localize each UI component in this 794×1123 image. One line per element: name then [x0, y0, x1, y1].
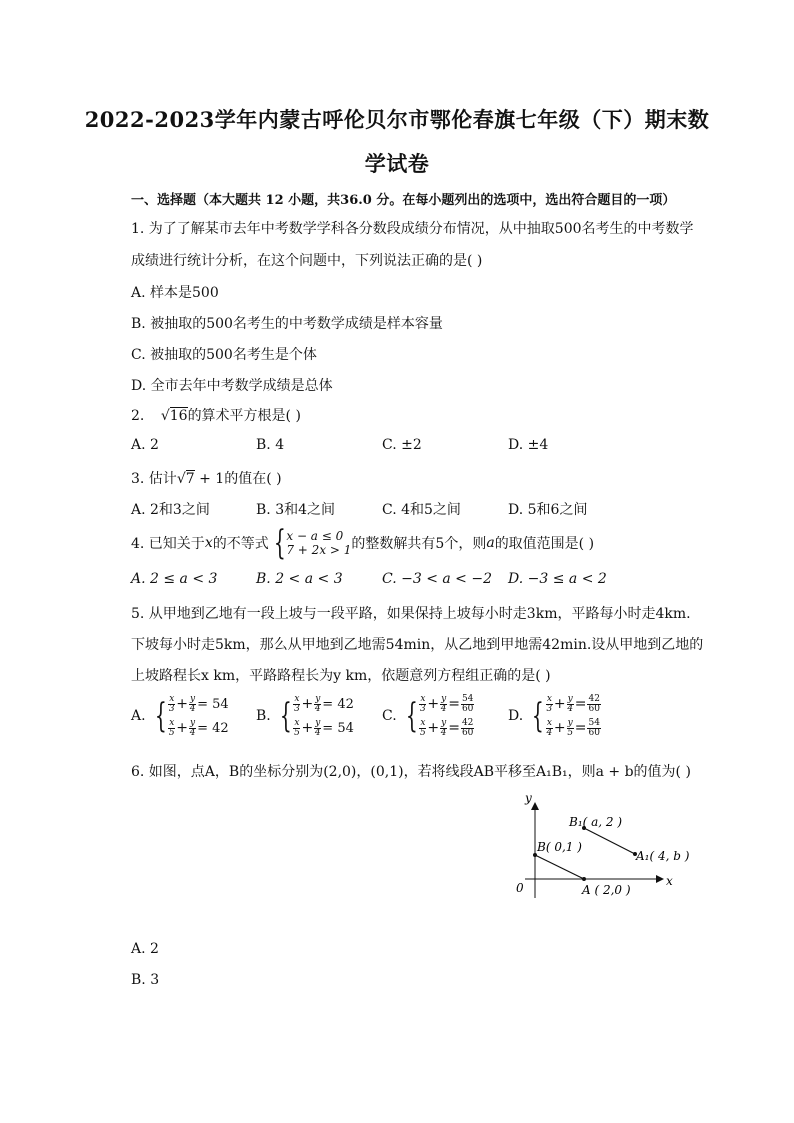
q1-stem-line1: 1. 为了了解某市去年中考数学学科各分数段成绩分布情况，从中抽取500名考生的中考数学 [131, 221, 694, 237]
q4-pre: 4. 已知关于 [131, 536, 205, 552]
q3-text: + 1的值在( ) [194, 471, 282, 487]
y-axis-label: y [525, 791, 532, 805]
q1-option-b: B. 被抽取的500名考生的中考数学成绩是样本容量 [131, 316, 443, 332]
q4-option-a: A. 2 ≤ a < 3 [131, 571, 218, 587]
q4-var-a: a [486, 535, 495, 551]
q3-option-a: A. 2和3之间 [131, 502, 210, 518]
point-a [582, 877, 586, 881]
origin-label: 0 [516, 881, 524, 895]
q4-inequality-2: 7 + 2x > 1 [286, 543, 352, 557]
brace-symbol: { [279, 696, 292, 736]
q4-var-x: x [204, 535, 213, 551]
q4-inequality-1: x − a ≤ 0 [286, 529, 344, 543]
q3-number: 3. 估计 [131, 471, 177, 487]
q5-stem-line1: 5. 从甲地到乙地有一段上坡与一段平路，如果保持上坡每小时走3km，平路每小时走4km. [131, 606, 691, 622]
q5-option-c: C. { $\frac{x}{3}$ + $\frac{y}{4}$ = $\frac{54}{60}$ $\frac{x}{5}$ + $\frac{y}{4}$ = $\frac{42}{60}$ [382, 693, 474, 738]
q4-inequality-system [286, 529, 351, 557]
q6-option-a: A. 2 [131, 941, 159, 957]
q4-mid: 的不等式 [212, 536, 269, 552]
sqrt-symbol: √16 [160, 408, 188, 424]
q4-post2: 的取值范围是( ) [494, 536, 595, 552]
q2-option-d: D. ±4 [508, 437, 549, 453]
brace-symbol: { [273, 523, 286, 563]
q3-option-d: D. 5和6之间 [508, 502, 588, 518]
q6-stem: 6. 如图，点A，B的坐标分别为(2,0)，(0,1)，若将线段AB平移至A₁B₁，则a + b的值为( ) [131, 764, 691, 780]
q5-option-d: D. { $\frac{x}{3}$ + $\frac{y}{4}$ = $\frac{42}{60}$ $\frac{x}{4}$ + $\frac{y}{5}$ = $\frac{54}{60}$ [508, 693, 600, 738]
point-b-label: B( 0,1 ) [537, 840, 582, 854]
q4-option-d: D. −3 ≤ a < 2 [508, 571, 607, 587]
q1-option-a: A. 样本是500 [131, 285, 219, 301]
sqrt-symbol: √7 [176, 471, 195, 487]
q5-stem-line2: 下坡每小时走5km，那么从甲地到乙地需54min，从乙地到甲地需42min.设从甲地到乙地的 [131, 637, 704, 653]
exam-title-line2: 学试卷 [364, 151, 430, 176]
q4-option-b: B. 2 < a < 3 [256, 571, 343, 587]
point-b1-label: B₁( a, 2 ) [569, 815, 623, 829]
q6-option-b: B. 3 [131, 972, 160, 988]
q6-coordinate-figure [500, 790, 700, 905]
segment-ab [535, 855, 584, 879]
brace-symbol: { [405, 696, 418, 736]
q2-option-c: C. ±2 [382, 437, 422, 453]
segment-a1b1 [584, 828, 635, 854]
q4-option-c: C. −3 < a < −2 [382, 571, 492, 587]
q2-stem [131, 405, 301, 425]
q4-stem [131, 523, 595, 563]
q5-stem-line3: 上坡路程长x km，平路路程长为y km，依题意列方程组正确的是( ) [131, 668, 551, 684]
q2-option-b: B. 4 [256, 437, 285, 453]
q1-stem-line2: 成绩进行统计分析，在这个问题中，下列说法正确的是( ) [131, 253, 483, 269]
brace-symbol: { [532, 696, 544, 736]
x-axis-label: x [666, 874, 673, 888]
q2-radicand: 16 [169, 408, 188, 424]
q1-option-c: C. 被抽取的500名考生是个体 [131, 347, 317, 363]
brace-symbol: { [154, 696, 167, 736]
q4-post1: 的整数解共有5个，则 [351, 536, 487, 552]
point-a-label: A ( 2,0 ) [582, 883, 631, 897]
q2-option-a: A. 2 [131, 437, 159, 453]
q3-radicand: 7 [185, 471, 195, 487]
point-a1-label: A₁( 4, b ) [636, 849, 690, 863]
q5-option-b: B. { $\frac{x}{3}$ + $\frac{y}{4}$ = 42 $\frac{x}{5}$ + $\frac{y}{4}$ = 54 [256, 693, 354, 738]
exam-title-line1: 2022-2023学年内蒙古呼伦贝尔市鄂伦春旗七年级（下）期末数 [84, 107, 710, 132]
q2-number: 2. [131, 408, 145, 424]
q3-stem [131, 468, 282, 488]
section-heading: 一、选择题（本大题共 12 小题，共36.0 分。在每小题列出的选项中，选出符合题目的一项） [131, 193, 676, 208]
q2-text: 的算术平方根是( ) [187, 408, 301, 424]
q5-option-a: A. { $\frac{x}{3}$ + $\frac{y}{4}$ = 54 $\frac{x}{5}$ + $\frac{y}{4}$ = 42 [131, 693, 229, 738]
q1-option-d: D. 全市去年中考数学成绩是总体 [131, 378, 333, 394]
q3-option-b: B. 3和4之间 [256, 502, 336, 518]
q3-option-c: C. 4和5之间 [382, 502, 461, 518]
